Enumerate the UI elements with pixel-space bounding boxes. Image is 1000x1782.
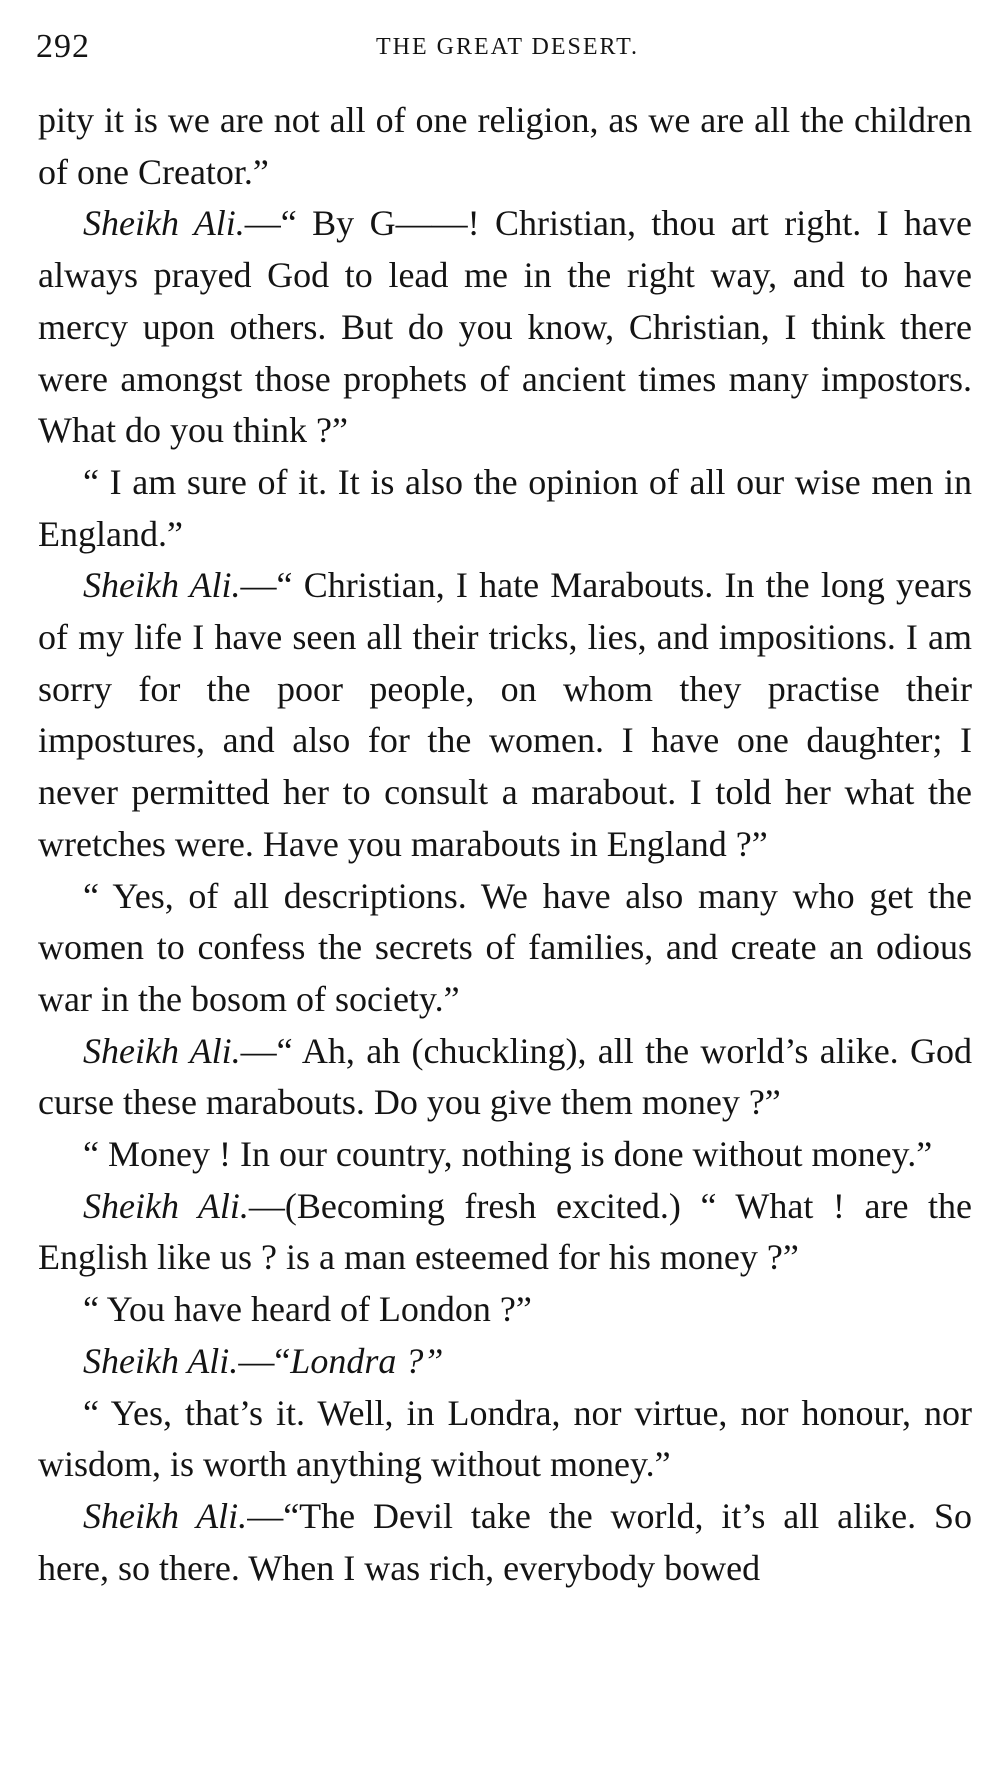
speaker-name: Sheikh Ali.: [83, 1030, 241, 1071]
paragraph: [38, 1284, 972, 1336]
paragraph: [38, 560, 972, 870]
paragraph: [38, 198, 972, 457]
paragraph-text: —(Becoming fresh excited.) “ What ! are the English like us ? is a man esteemed for his money ?”: [38, 1185, 972, 1278]
speaker-name: Sheikh Ali.: [83, 565, 241, 606]
paragraph-text: pity it is we are not all of one religion, as we are all the children of one Creator.”: [38, 100, 972, 192]
paragraph: [38, 1181, 972, 1284]
paragraph-text: “ You have heard of London ?”: [83, 1289, 532, 1330]
page-number: 292: [36, 28, 90, 65]
body-text: [38, 95, 972, 1594]
italic-reply: Londra ?”: [290, 1340, 444, 1381]
paragraph: [38, 1336, 972, 1388]
paragraph-text: “ Yes, of all descriptions. We have also many who get the women to confess the secrets of families, and create an odious war in the bosom of society.”: [38, 875, 972, 1019]
running-title: THE GREAT DESERT.: [376, 34, 639, 60]
paragraph: [38, 871, 972, 1026]
speaker-name: Sheikh Ali.: [83, 1340, 239, 1381]
paragraph: [38, 1026, 972, 1129]
paragraph: [38, 95, 972, 198]
page-header: [36, 22, 976, 72]
paragraph-text: —“The Devil take the world, it’s all alike. So here, so there. When I was rich, everybody bowed: [38, 1495, 972, 1588]
paragraph-text: “ Yes, that’s it. Well, in Londra, nor virtue, nor honour, nor wisdom, is worth anything without money.”: [38, 1392, 972, 1485]
paragraph-text: —“ By G——! Christian, thou art right. I have always prayed God to lead me in the right way, and to have mercy upon others. But do you know, Christian, I think there were amongst those prophets of ancient times many impostors. What do you think ?”: [38, 203, 972, 451]
paragraph: [38, 457, 972, 560]
speaker-name: Sheikh Ali.: [83, 203, 245, 244]
paragraph: [38, 1491, 972, 1594]
paragraph-text: “ I am sure of it. It is also the opinion of all our wise men in England.”: [38, 461, 972, 554]
paragraph: [38, 1388, 972, 1491]
paragraph-text: —“: [238, 1340, 291, 1381]
paragraph-text: —“ Ah, ah (chuckling), all the world’s alike. God curse these marabouts. Do you give them money ?”: [38, 1030, 972, 1123]
speaker-name: Sheikh Ali.: [83, 1495, 248, 1536]
paragraph-text: —“ Christian, I hate Marabouts. In the long years of my life I have seen all their tricks, lies, and impositions. I am sorry for the poor people, on whom they practise their impostures, and also for the women. I have one daughter; I never permitted her to consult a marabout. I told her what the wretches were. Have you marabouts in England ?”: [38, 565, 972, 864]
paragraph-text: “ Money ! In our country, nothing is done without money.”: [83, 1134, 933, 1175]
speaker-name: Sheikh Ali.: [83, 1185, 249, 1226]
paragraph: [38, 1129, 972, 1181]
